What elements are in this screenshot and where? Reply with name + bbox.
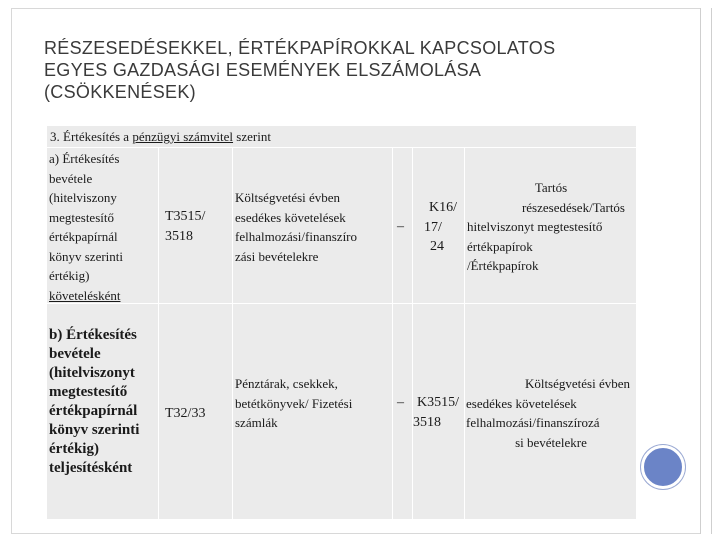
row-a-label: a) Értékesítés bevétele (hitelviszony megtestesítő értékpapírnál könyv szerinti értékig) követelésként (49, 151, 124, 303)
slide-edge-decoration (700, 8, 712, 534)
row-a-credit-account: K16/ 17/ 24 (424, 200, 457, 254)
column-divider-2 (232, 147, 233, 519)
title-line-2: EGYES GAZDASÁGI ESEMÉNYEK ELSZÁMOLÁSA (44, 60, 482, 80)
title-line-3: (CSÖKKENÉSEK) (44, 82, 196, 102)
row-a-dash: – (397, 219, 404, 234)
row-b-counter-account: Költségvetési évben esedékes követelések felhalmozási/finanszírozá si bevételekre (466, 376, 630, 450)
row-b-description: Pénztárak, csekkek, betétkönyvek/ Fizetési számlák (235, 376, 353, 430)
column-divider-1 (158, 147, 159, 519)
row-a-debit-account: T3515/ 3518 (165, 209, 206, 244)
title-line-1: RÉSZESEDÉSEKKEL, ÉRTÉKPAPÍROKKAL KAPCSOLATOS (44, 38, 556, 58)
column-divider-5 (464, 147, 465, 519)
decorative-circle-icon (641, 445, 685, 489)
row-b-label: b) Értékesítés bevétele (hitelviszonyt megtestesítő értékpapírnál könyv szerinti értékig) teljesítésként (49, 327, 140, 476)
slide-title (44, 37, 664, 103)
accounting-table (47, 126, 636, 519)
row-b-debit-account: T32/33 (165, 406, 206, 421)
header-row-divider (47, 147, 636, 148)
table-header: 3. Értékesítés a pénzügyi számvitel szerint (50, 129, 271, 144)
row-b-credit-account: K3515/ 3518 (413, 395, 459, 430)
row-b-dash: – (397, 395, 404, 410)
row-a-counter-account: Tartós részesedések/Tartós hitelviszonyt megtestesítő értékpapírok /Értékpapírok (467, 180, 625, 273)
header-underlined-term: pénzügyi számvitel (132, 129, 234, 144)
row-a-description: Költségvetési évben esedékes követelések felhalmozási/finanszíro zási bevételekre (235, 190, 358, 264)
